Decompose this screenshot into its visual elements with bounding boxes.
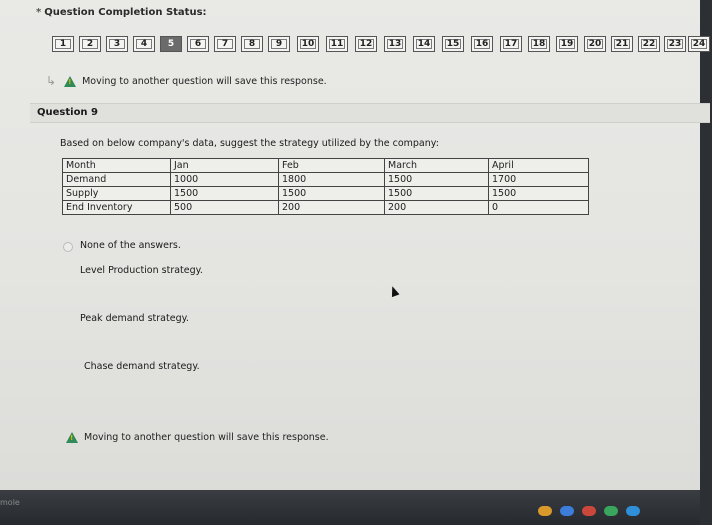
- answer-option-none[interactable]: None of the answers.: [80, 240, 181, 251]
- taskbar-app-icon[interactable]: [582, 506, 596, 516]
- taskbar-icons: [538, 506, 640, 516]
- question-nav-button[interactable]: 18: [528, 36, 550, 52]
- answer-option-level-production[interactable]: Level Production strategy.: [80, 265, 203, 276]
- table-cell: 1500: [385, 187, 489, 201]
- question-nav-button[interactable]: 17: [500, 36, 522, 52]
- taskbar-app-icon[interactable]: [626, 506, 640, 516]
- table-cell: 1800: [279, 173, 385, 187]
- table-cell: 500: [171, 201, 279, 215]
- question-nav-button[interactable]: 3: [106, 36, 128, 52]
- required-star: *: [36, 7, 42, 18]
- question-prompt: Based on below company's data, suggest the strategy utilized by the company:: [60, 138, 439, 149]
- completion-status-title: Question Completion Status:: [44, 7, 207, 18]
- question-nav-button[interactable]: 8: [241, 36, 263, 52]
- table-cell: End Inventory: [63, 201, 171, 215]
- question-nav-button[interactable]: 13: [384, 36, 406, 52]
- question-nav-button[interactable]: 14: [413, 36, 435, 52]
- question-nav-button[interactable]: 12: [355, 36, 377, 52]
- question-nav-button-current[interactable]: 5: [160, 36, 182, 52]
- table-cell: Feb: [279, 159, 385, 173]
- table-cell: 200: [279, 201, 385, 215]
- table-cell: Month: [63, 159, 171, 173]
- question-nav-button[interactable]: 7: [214, 36, 236, 52]
- taskbar-app-icon[interactable]: [560, 506, 574, 516]
- bezel-label: mole: [0, 498, 20, 507]
- company-data-table: [62, 158, 589, 215]
- table-row: [63, 173, 589, 187]
- question-nav-button[interactable]: 20: [584, 36, 606, 52]
- mouse-cursor-icon: [389, 285, 400, 297]
- answer-option-chase-demand[interactable]: Chase demand strategy.: [84, 361, 200, 372]
- table-cell: March: [385, 159, 489, 173]
- question-nav-button[interactable]: 23: [664, 36, 686, 52]
- table-row: [63, 187, 589, 201]
- table-cell: 0: [489, 201, 589, 215]
- question-nav-button[interactable]: 4: [133, 36, 155, 52]
- question-nav-button[interactable]: 24: [688, 36, 710, 52]
- taskbar-app-icon[interactable]: [538, 506, 552, 516]
- question-nav-button[interactable]: 10: [297, 36, 319, 52]
- question-nav-button[interactable]: 19: [556, 36, 578, 52]
- warning-icon: [66, 432, 78, 443]
- warning-icon: [64, 76, 76, 87]
- answer-radio-none[interactable]: [63, 242, 73, 252]
- save-warning-text: Moving to another question will save this response.: [82, 75, 327, 87]
- table-cell: Jan: [171, 159, 279, 173]
- table-row: [63, 159, 589, 173]
- table-cell: 1500: [171, 187, 279, 201]
- completion-status-header: [36, 7, 207, 18]
- question-nav-button[interactable]: 11: [326, 36, 348, 52]
- question-title: Question 9: [37, 107, 98, 118]
- table-row: [63, 201, 589, 215]
- question-header-bar: [30, 103, 710, 123]
- question-nav-button[interactable]: 21: [611, 36, 633, 52]
- question-navigator: [52, 36, 712, 54]
- question-nav-button[interactable]: 2: [79, 36, 101, 52]
- question-nav-button[interactable]: 6: [187, 36, 209, 52]
- save-warning-bottom: [66, 432, 329, 443]
- table-cell: Demand: [63, 173, 171, 187]
- table-cell: 200: [385, 201, 489, 215]
- question-nav-button[interactable]: 9: [268, 36, 290, 52]
- table-cell: 1500: [385, 173, 489, 187]
- taskbar-app-icon[interactable]: [604, 506, 618, 516]
- table-cell: April: [489, 159, 589, 173]
- question-nav-button[interactable]: 22: [638, 36, 660, 52]
- monitor-bezel: [0, 490, 700, 525]
- table-cell: 1700: [489, 173, 589, 187]
- question-nav-button[interactable]: 16: [471, 36, 493, 52]
- answer-option-peak-demand[interactable]: Peak demand strategy.: [80, 313, 189, 324]
- return-arrow-icon: ↳: [46, 74, 57, 88]
- table-cell: 1000: [171, 173, 279, 187]
- save-warning-text: Moving to another question will save this response.: [84, 432, 329, 443]
- table-cell: 1500: [489, 187, 589, 201]
- save-warning-top: [46, 74, 327, 88]
- question-nav-button[interactable]: 1: [52, 36, 74, 52]
- table-cell: 1500: [279, 187, 385, 201]
- table-cell: Supply: [63, 187, 171, 201]
- question-nav-button[interactable]: 15: [442, 36, 464, 52]
